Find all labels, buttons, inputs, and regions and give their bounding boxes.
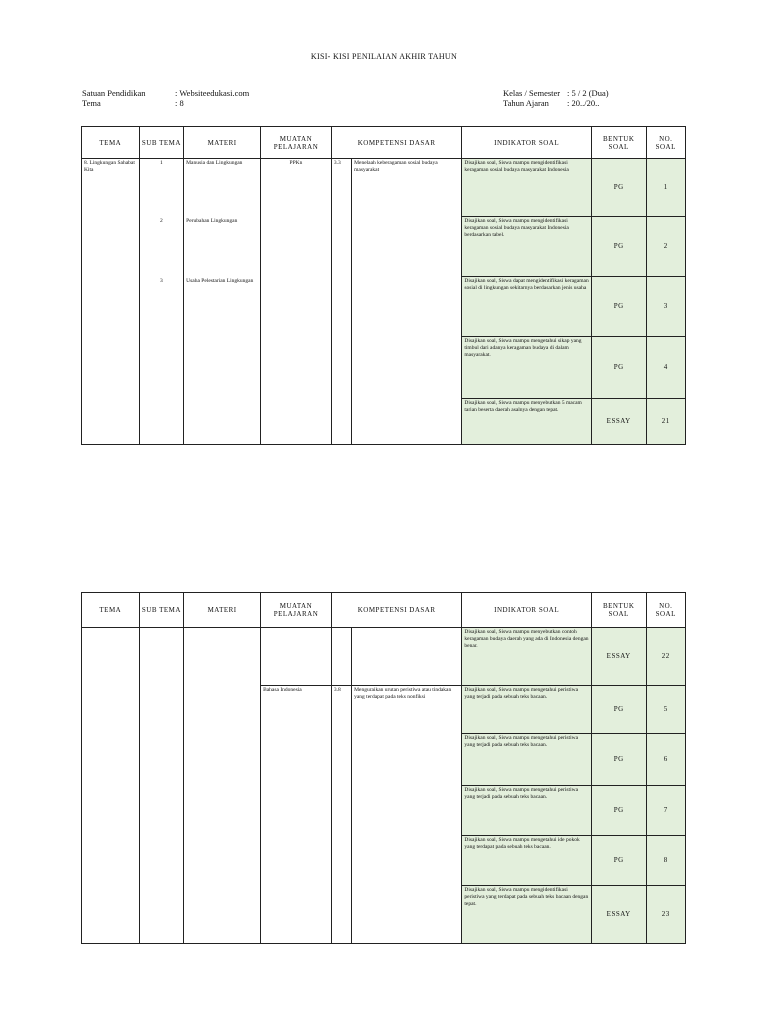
materi-cell: Perubahan Lingkungan (184, 217, 261, 277)
table-row (82, 628, 686, 686)
header-no: NO. SOAL (646, 127, 686, 159)
kd-text-cell: Menguraikan urutan peristiwa atau tindakan yang terdapat pada teks nonfiksi (352, 686, 462, 944)
bentuk-cell: PG (591, 786, 646, 836)
bentuk-cell: PG (591, 836, 646, 886)
subtema-cell (139, 628, 184, 944)
materi-cell: Manusia dan Lingkungan (184, 159, 261, 217)
bentuk-cell: ESSAY (591, 628, 646, 686)
satuan-label: Satuan Pendidikan (82, 88, 146, 98)
no-soal-cell: 5 (646, 686, 686, 734)
header-muatan: MUATAN PELAJARAN (261, 593, 332, 628)
header-materi: MATERI (184, 127, 261, 159)
no-soal-cell: 22 (646, 628, 686, 686)
no-soal-cell: 23 (646, 886, 686, 944)
indikator-cell: Disajikan soal, Siswa dapat mengidentifikasi keragaman sosial di lingkungan sekitarnya berdasarkan jenis usaha (462, 277, 592, 337)
bentuk-cell: ESSAY (591, 886, 646, 944)
no-soal-cell: 8 (646, 836, 686, 886)
no-soal-cell: 21 (646, 399, 686, 445)
no-soal-cell: 6 (646, 734, 686, 786)
tahun-label: Tahun Ajaran (503, 98, 549, 108)
kd-number-cell: 3.8 (331, 686, 351, 944)
kelas-label: Kelas / Semester (503, 88, 561, 98)
header-bentuk: BENTUK SOAL (591, 593, 646, 628)
muatan-cell: PPKn (261, 159, 332, 445)
header-kd: KOMPETENSI DASAR (331, 127, 462, 159)
header-bentuk: BENTUK SOAL (591, 127, 646, 159)
header-subtema: SUB TEMA (139, 593, 184, 628)
indikator-cell: Disajikan soal, Siswa mampu menyebutkan 5 macam tarian beserta daerah asalnya dengan tepat. (462, 399, 592, 445)
no-soal-cell: 4 (646, 337, 686, 399)
header-materi: MATERI (184, 593, 261, 628)
header-kd: KOMPETENSI DASAR (331, 593, 462, 628)
subtema-cell: 3 (139, 277, 184, 445)
header-subtema: SUB TEMA (139, 127, 184, 159)
header-tema: TEMA (82, 593, 140, 628)
muatan-cell (261, 628, 332, 686)
bentuk-cell: PG (591, 686, 646, 734)
bentuk-cell: PG (591, 734, 646, 786)
indikator-cell: Disajikan soal, Siswa mampu mengidentifikasi peristiwa yang terdapat pada sebuah teks bacaan dengan tepat. (462, 886, 592, 944)
header-no: NO. SOAL (646, 593, 686, 628)
header-row (82, 127, 686, 159)
kd-number-cell (331, 628, 351, 686)
header-indikator: INDIKATOR SOAL (462, 127, 592, 159)
bentuk-cell: ESSAY (591, 399, 646, 445)
tema-label: Tema (82, 98, 101, 108)
no-soal-cell: 2 (646, 217, 686, 277)
bentuk-cell: PG (591, 337, 646, 399)
kelas-value: : 5 / 2 (Dua) (567, 88, 609, 98)
info-left (82, 88, 249, 108)
indikator-cell: Disajikan soal, Siswa mampu mengetahui peristiwa yang terjadi pada sebuah teks bacaan. (462, 686, 592, 734)
kisi-table-1 (81, 126, 686, 445)
indikator-cell: Disajikan soal, Siswa mampu mengidentifikasi keragaman sosial budaya masyarakat Indonesia berdasarkan tabel. (462, 217, 592, 277)
kd-number-cell: 3.3 (331, 159, 351, 445)
tahun-value: : 20../20.. (567, 98, 600, 108)
kisi-table-2 (81, 592, 686, 944)
indikator-cell: Disajikan soal, Siswa mampu mengetahui peristiwa yang terjadi pada sebuah teks bacaan. (462, 734, 592, 786)
indikator-cell: Disajikan soal, Siswa mampu mengetahui peristiwa yang terjadi pada sebuah teks bacaan. (462, 786, 592, 836)
tema-cell: 8. Lingkungan Sahabat Kita (82, 159, 140, 445)
header-row (82, 593, 686, 628)
satuan-value: : Websiteedukasi.com (175, 88, 250, 98)
no-soal-cell: 7 (646, 786, 686, 836)
muatan-cell: Bahasa Indonesia (261, 686, 332, 944)
kd-text-cell: Menelaah keberagaman sosial budaya masyarakat (352, 159, 462, 445)
bentuk-cell: PG (591, 217, 646, 277)
table-row (82, 159, 686, 217)
indikator-cell: Disajikan soal, Siswa mampu mengetahui ide pokok yang terdapat pada sebuah teks bacaan. (462, 836, 592, 886)
indikator-cell: Disajikan soal, Siswa mampu mengidentifikasi keragaman sosial budaya masyarakat Indonesia (462, 159, 592, 217)
bentuk-cell: PG (591, 159, 646, 217)
bentuk-cell: PG (591, 277, 646, 337)
document-title: KISI- KISI PENILAIAN AKHIR TAHUN (310, 52, 458, 61)
no-soal-cell: 1 (646, 159, 686, 217)
tema-value: : 8 (175, 98, 184, 108)
materi-cell (184, 628, 261, 944)
indikator-cell: Disajikan soal, Siswa mampu mengetahui sikap yang timbul dari adanya keragaman budaya di dalam masyarakat. (462, 337, 592, 399)
kd-text-cell (352, 628, 462, 686)
header-indikator: INDIKATOR SOAL (462, 593, 592, 628)
subtema-cell: 2 (139, 217, 184, 277)
subtema-cell: 1 (139, 159, 184, 217)
indikator-cell: Disajikan soal, Siswa mampu menyebutkan contoh keragaman budaya daerah yang ada di Indonesia dengan benar. (462, 628, 592, 686)
header-muatan: MUATAN PELAJARAN (261, 127, 332, 159)
tema-cell (82, 628, 140, 944)
info-right (503, 88, 609, 108)
header-tema: TEMA (82, 127, 140, 159)
materi-cell: Usaha Pelestarian Lingkungan (184, 277, 261, 445)
no-soal-cell: 3 (646, 277, 686, 337)
